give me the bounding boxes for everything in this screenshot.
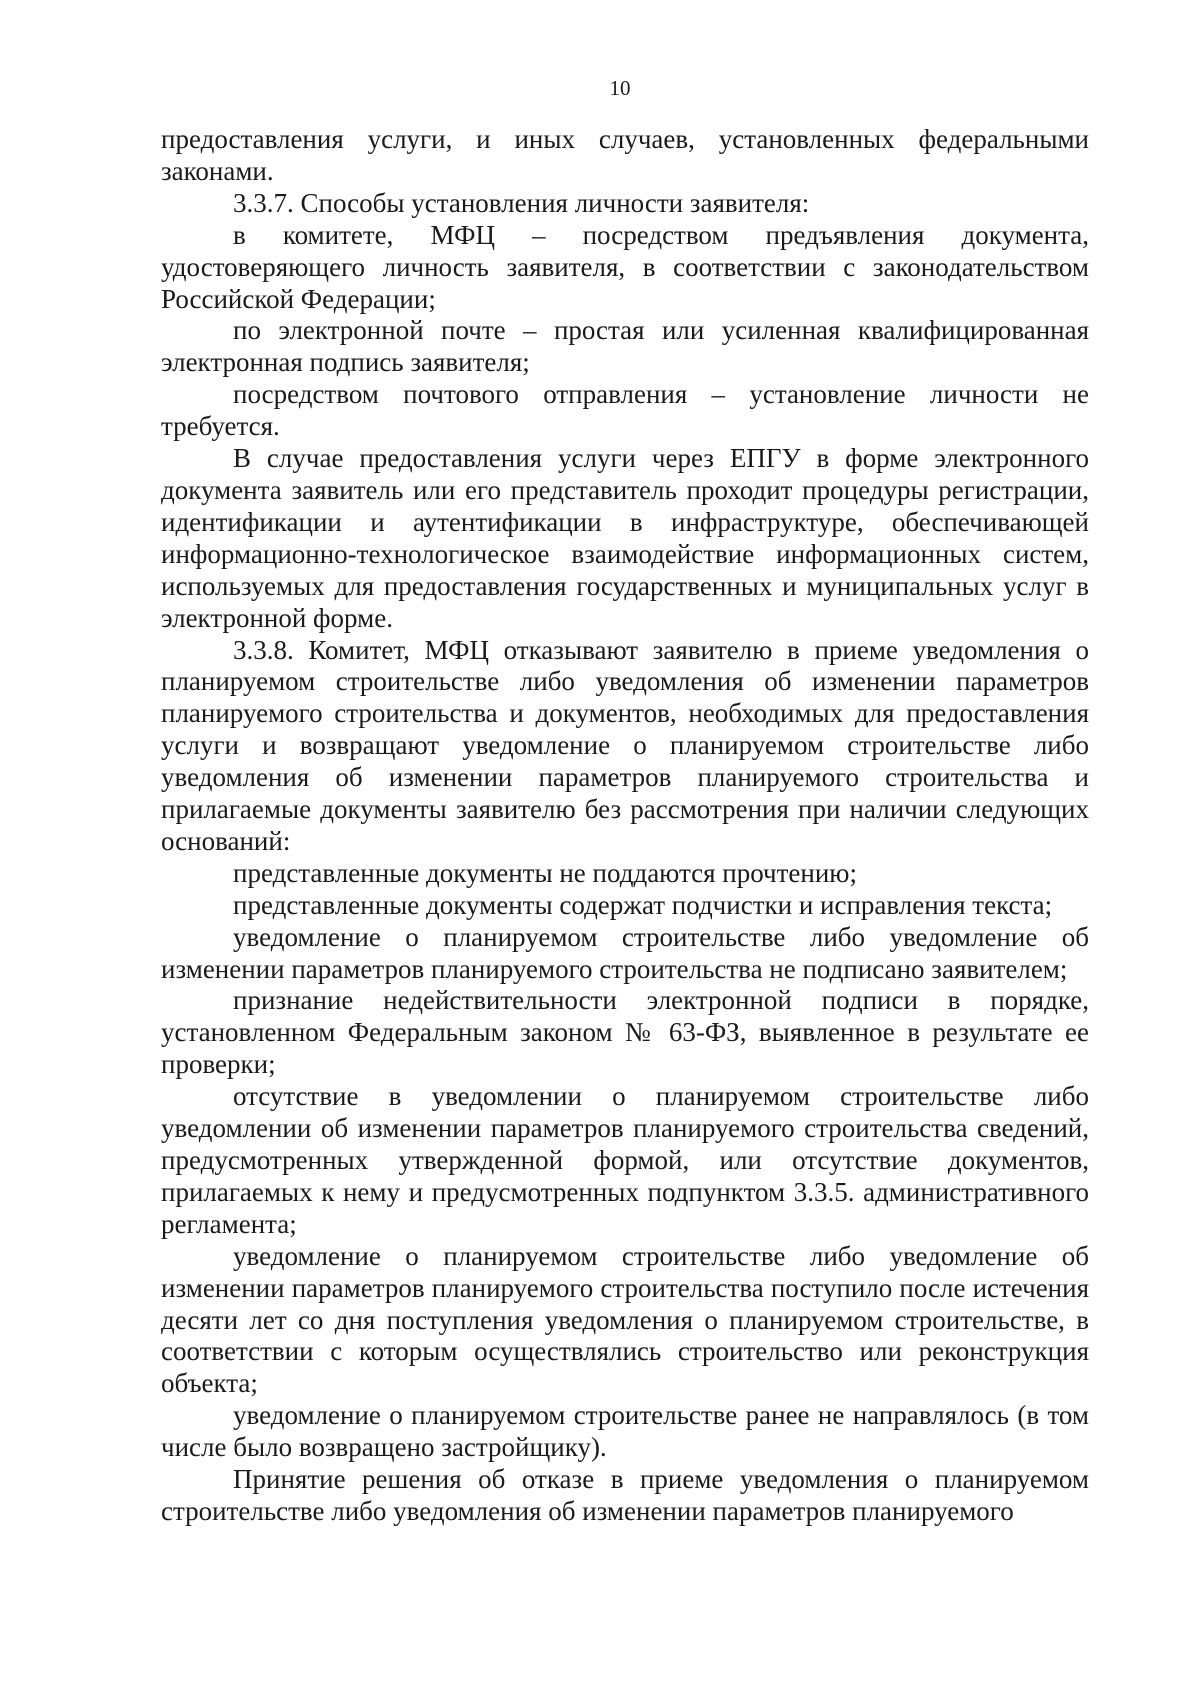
paragraph-identity-committee: в комитете, МФЦ – посредством предъявления документа, удостоверяющего личность заявителя, в соответствии с законодательством Российской Федерации;	[161, 219, 1089, 314]
document-body	[161, 124, 1089, 1528]
list-item-signature-invalid: признание недействительности электронной подписи в порядке, установленном Федеральным законом № 63-ФЗ, выявленное в результате ее проверки;	[161, 985, 1089, 1080]
list-item-not-sent: уведомление о планируемом строительстве ранее не направлялось (в том числе было возвращено застройщику).	[161, 1400, 1089, 1463]
list-item-unreadable: представленные документы не поддаются прочтению;	[233, 857, 857, 888]
paragraph-3-3-8: 3.3.8. Комитет, МФЦ отказывают заявителю в приеме уведомления о планируемом строительстве либо уведомления об изменении параметров планируемого строительства и документов, необходимых для предоставления услуги и возвращают уведомление о планируемом строительстве либо уведомления об изменении параметров планируемого строительства и прилагаемые документы заявителю без рассмотрения при наличии следующих оснований:	[161, 634, 1089, 856]
list-item-ten-years: уведомление о планируемом строительстве либо уведомление об изменении параметров планируемого строительства поступило после истечения десяти лет со дня поступления уведомления о планируемом строительстве, в соответствии с которым осуществлялись строительство или реконструкция объекта;	[161, 1240, 1089, 1399]
paragraph-3-3-7-heading: 3.3.7. Способы установления личности заявителя:	[233, 187, 810, 218]
paragraph-continuation: предоставления услуги, и иных случаев, установленных федеральными законами.	[161, 124, 1089, 186]
paragraph-epgu: В случае предоставления услуги через ЕПГУ в форме электронного документа заявитель или его представитель проходит процедуры регистрации, идентификации и аутентификации в инфраструктуре, обеспечивающей информационно-технологическое взаимодействие информационных систем, используемых для предоставления государственных и муниципальных услуг в электронной форме.	[161, 443, 1089, 633]
list-item-missing-info: отсутствие в уведомлении о планируемом строительстве либо уведомлении об изменении параметров планируемого строительства сведений, предусмотренных утвержденной формой, или отсутствие документов, прилагаемых к нему и предусмотренных подпунктом 3.3.5. административного регламента;	[161, 1081, 1089, 1239]
paragraph-refusal-decision: Принятие решения об отказе в приеме уведомления о планируемом строительстве либо уведомления об изменении параметров планируемого	[161, 1464, 1089, 1526]
page-number: 10	[609, 76, 631, 100]
list-item-corrections: представленные документы содержат подчистки и исправления текста;	[233, 889, 1053, 920]
paragraph-identity-email: по электронной почте – простая или усиленная квалифицированная электронная подпись заявителя;	[161, 315, 1089, 378]
list-item-not-signed: уведомление о планируемом строительстве либо уведомление об изменении параметров планируемого строительства не подписано заявителем;	[161, 921, 1089, 984]
paragraph-identity-post: посредством почтового отправления – установление личности не требуется.	[161, 379, 1089, 442]
